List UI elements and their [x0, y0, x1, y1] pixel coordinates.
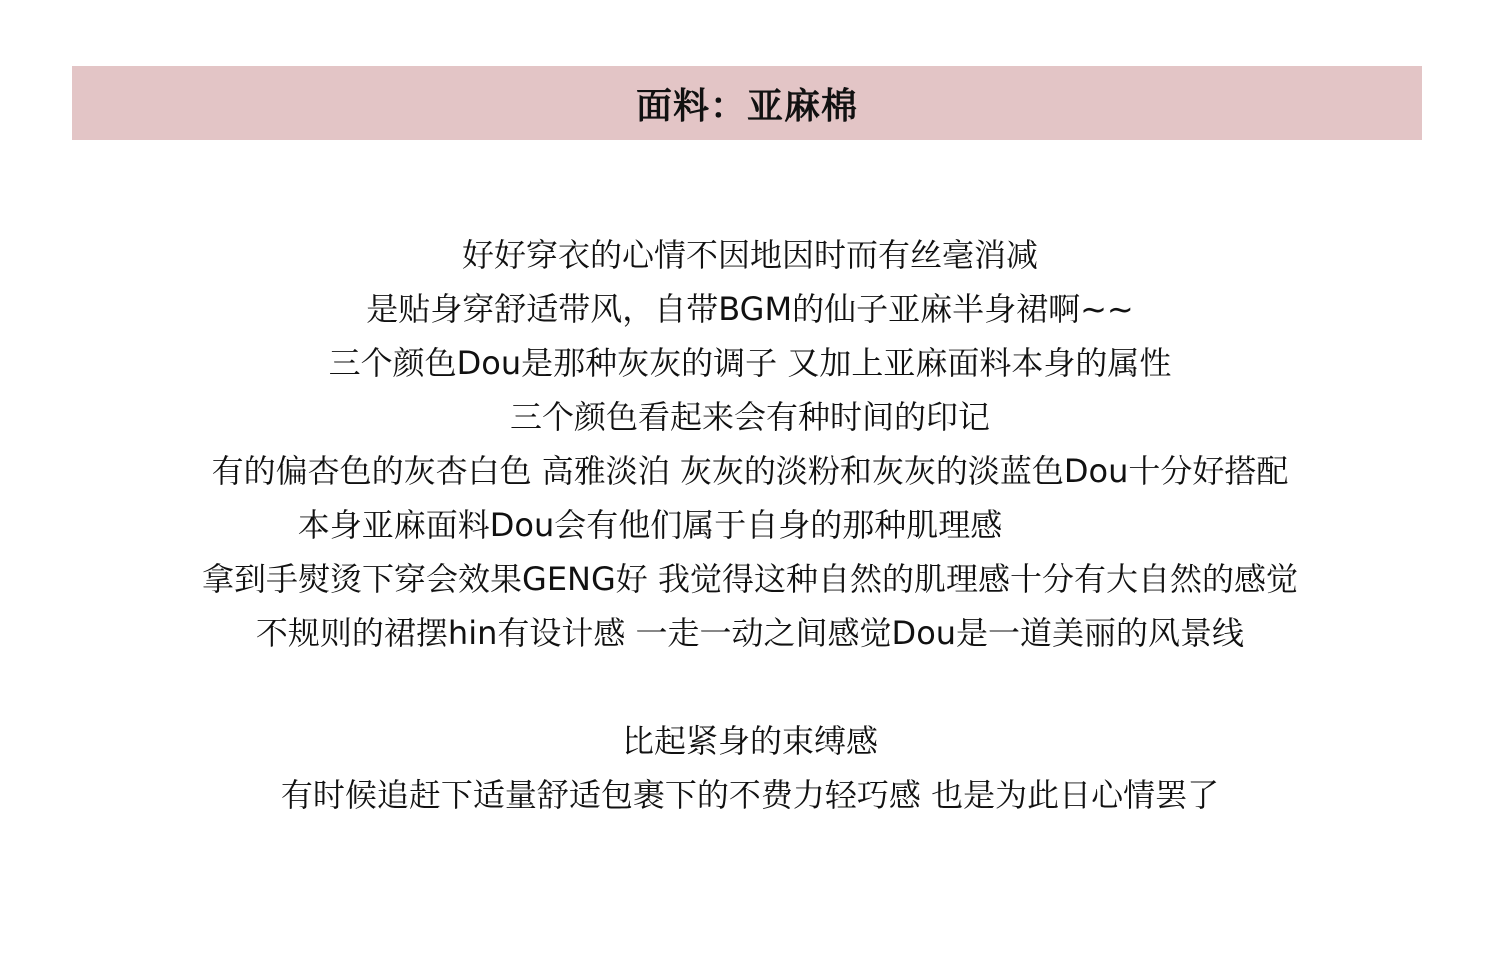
description-line: 拿到手熨烫下穿会效果GENG好 我觉得这种自然的肌理感十分有大自然的感觉	[202, 560, 1298, 598]
description-paragraph-2	[0, 714, 1500, 822]
description-line: 有的偏杏色的灰杏白色 高雅淡泊 灰灰的淡粉和灰灰的淡蓝色Dou十分好搭配	[211, 452, 1289, 490]
description-line: 比起紧身的束缚感	[621, 722, 878, 760]
description-line: 本身亚麻面料Dou会有他们属于自身的那种肌理感	[297, 506, 1003, 544]
fabric-title: 面料：亚麻棉	[635, 85, 858, 127]
fabric-banner	[72, 66, 1422, 140]
description-line: 有时候追赶下适量舒适包裹下的不费力轻巧感 也是为此日心情罢了	[280, 776, 1220, 814]
description-line: 是贴身穿舒适带风，自带BGM的仙子亚麻半身裙啊~~	[366, 290, 1134, 328]
description-line: 不规则的裙摆hin有设计感 一走一动之间感觉Dou是一道美丽的风景线	[255, 614, 1245, 652]
description-line: 三个颜色看起来会有种时间的印记	[509, 398, 990, 436]
description-paragraph-1	[0, 228, 1500, 660]
description-line: 三个颜色Dou是那种灰灰的调子 又加上亚麻面料本身的属性	[328, 344, 1172, 382]
description-line: 好好穿衣的心情不因地因时而有丝毫消减	[461, 236, 1038, 274]
